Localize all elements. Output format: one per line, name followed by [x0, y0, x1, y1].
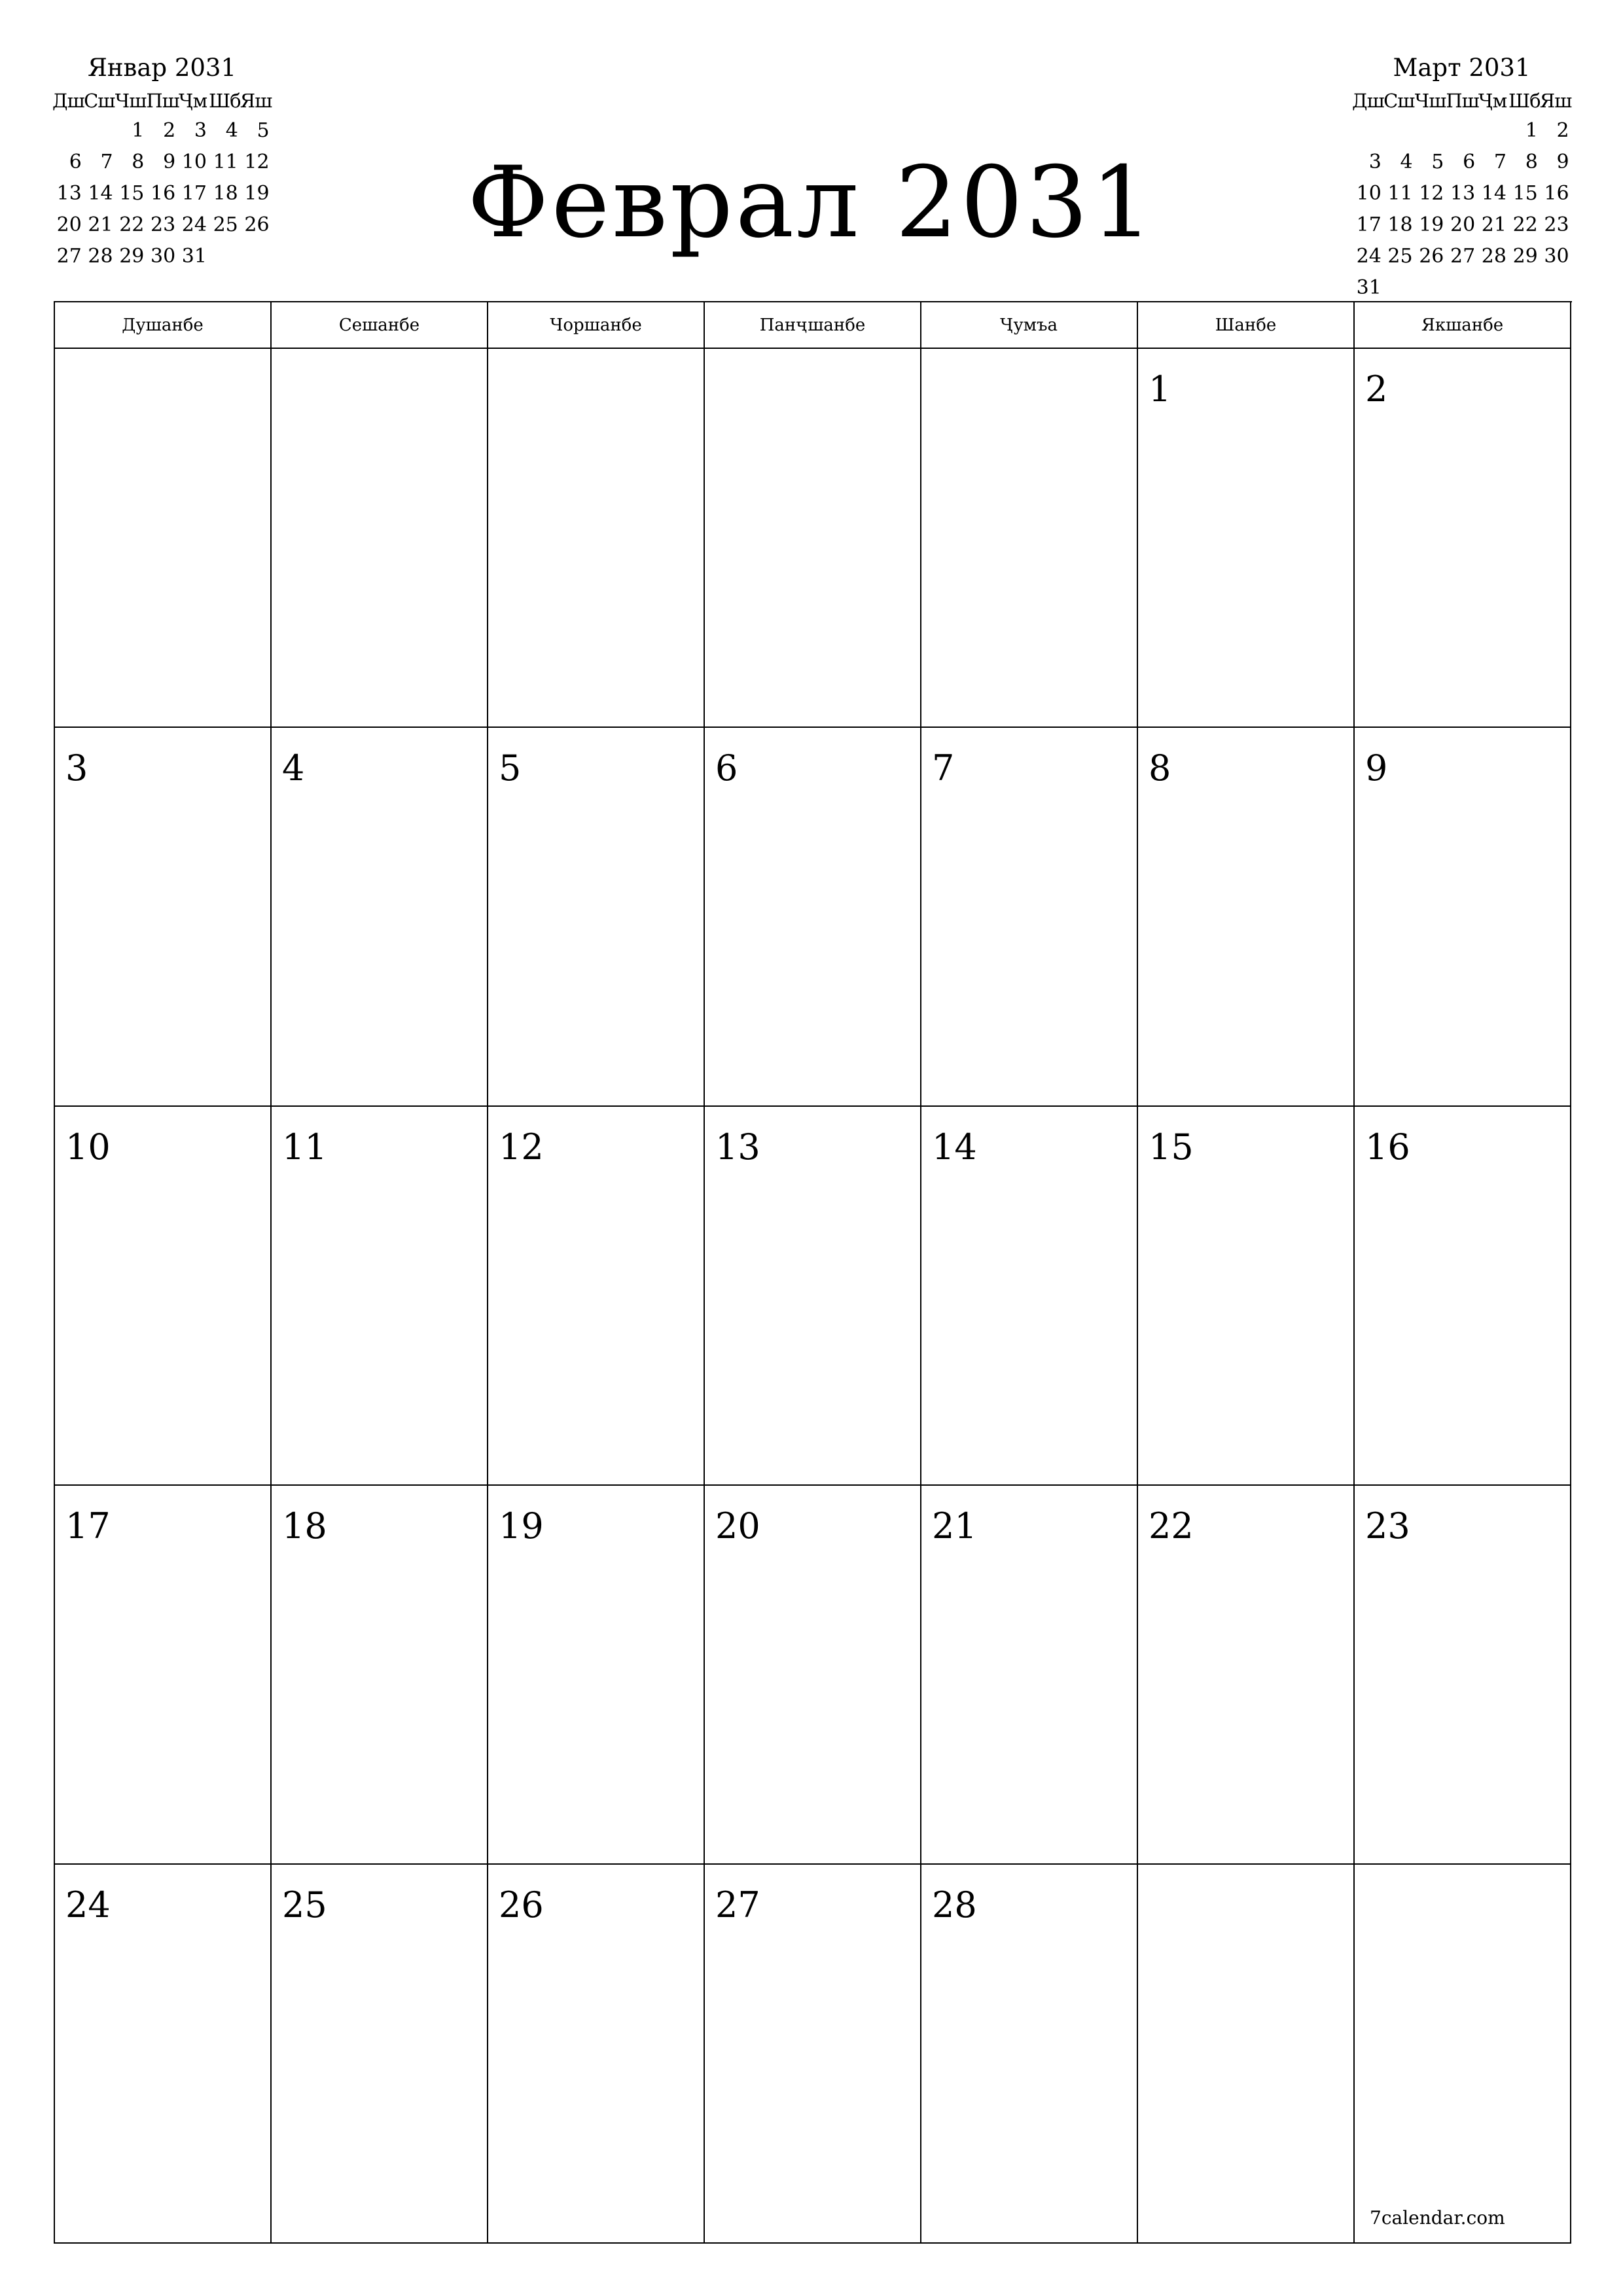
- day-cell[interactable]: [705, 1865, 921, 2244]
- mini-day-number: [1540, 272, 1571, 304]
- day-cell[interactable]: [705, 349, 921, 728]
- mini-day-number: [1352, 115, 1383, 147]
- mini-day-number: 15: [119, 182, 145, 205]
- mini-weekday-label: Дш: [52, 90, 84, 112]
- mini-day-number: 18: [213, 182, 238, 205]
- mini-day-number: 13: [56, 182, 82, 205]
- day-number: 28: [932, 1884, 977, 1926]
- mini-day-number: 4: [1400, 151, 1413, 173]
- mini-day-number: 10: [181, 151, 207, 173]
- day-number: 7: [932, 747, 955, 789]
- day-cell[interactable]: [705, 1107, 921, 1486]
- mini-weekday-label: Яш: [1539, 90, 1572, 112]
- mini-day-number: 8: [1525, 151, 1538, 173]
- mini-day-number: [1383, 272, 1415, 304]
- mini-day-number: [1446, 115, 1477, 147]
- mini-day-number: 31: [1356, 276, 1382, 299]
- day-cell[interactable]: [1355, 1865, 1571, 2244]
- mini-weekday-label: Ҷм: [179, 90, 207, 112]
- day-cell[interactable]: [488, 349, 705, 728]
- mini-day-number: 24: [1356, 245, 1382, 268]
- weekday-header: Панҷшанбе: [705, 302, 921, 349]
- mini-day-number: 22: [1512, 213, 1538, 236]
- day-cell[interactable]: [921, 349, 1138, 728]
- mini-day-number: 27: [56, 245, 82, 268]
- day-cell[interactable]: [1355, 1486, 1571, 1865]
- mini-weekday-label: Яш: [240, 90, 272, 112]
- mini-day-number: 19: [244, 182, 270, 205]
- mini-day-number: 7: [1493, 151, 1507, 173]
- day-number: 2: [1365, 368, 1388, 410]
- mini-day-number: 19: [1419, 213, 1444, 236]
- mini-day-number: 29: [1512, 245, 1538, 268]
- month-calendar-grid: [54, 301, 1572, 2244]
- day-cell[interactable]: [272, 728, 488, 1107]
- mini-calendar-grid: [1352, 86, 1571, 304]
- weekday-header: Шанбе: [1138, 302, 1355, 349]
- mini-day-number: 27: [1450, 245, 1476, 268]
- mini-day-number: 9: [163, 151, 176, 173]
- day-cell[interactable]: [1355, 728, 1571, 1107]
- mini-day-number: 26: [244, 213, 270, 236]
- mini-weekday-label: Пш: [1446, 90, 1479, 112]
- mini-day-number: 12: [1419, 182, 1444, 205]
- mini-day-number: [84, 115, 115, 147]
- day-cell[interactable]: [272, 1486, 488, 1865]
- mini-day-number: 2: [163, 119, 176, 142]
- day-cell[interactable]: [55, 728, 272, 1107]
- day-number: 5: [499, 747, 522, 789]
- mini-day-number: 25: [1387, 245, 1413, 268]
- mini-day-number: 31: [181, 245, 207, 268]
- mini-day-number: 11: [213, 151, 238, 173]
- day-number: 1: [1149, 368, 1171, 410]
- day-number: 17: [65, 1505, 111, 1547]
- mini-day-number: 30: [151, 245, 176, 268]
- mini-day-number: 26: [1419, 245, 1444, 268]
- mini-day-number: [1508, 272, 1540, 304]
- mini-weekday-label: Сш: [1383, 90, 1415, 112]
- mini-day-number: 3: [194, 119, 207, 142]
- mini-day-number: 9: [1556, 151, 1569, 173]
- weekday-header: Якшанбе: [1355, 302, 1571, 349]
- mini-day-number: 14: [88, 182, 113, 205]
- mini-day-number: 23: [1544, 213, 1569, 236]
- day-number: 16: [1365, 1126, 1410, 1168]
- mini-day-number: 8: [132, 151, 145, 173]
- mini-day-number: 6: [69, 151, 82, 173]
- page-title: Феврал 2031: [467, 146, 1156, 260]
- day-number: 10: [65, 1126, 111, 1168]
- day-cell[interactable]: [921, 1107, 1138, 1486]
- mini-day-number: 13: [1450, 182, 1476, 205]
- day-cell[interactable]: [1138, 349, 1355, 728]
- mini-day-number: 4: [225, 119, 238, 142]
- mini-day-number: 5: [257, 119, 270, 142]
- mini-weekday-label: Чш: [115, 90, 147, 112]
- day-cell[interactable]: [488, 1865, 705, 2244]
- mini-day-number: [1477, 272, 1508, 304]
- day-cell[interactable]: [55, 1486, 272, 1865]
- mini-day-number: [209, 241, 240, 272]
- weekday-header: Ҷумъа: [921, 302, 1138, 349]
- mini-day-number: [1383, 115, 1415, 147]
- day-number: 23: [1365, 1505, 1410, 1547]
- mini-day-number: 30: [1544, 245, 1569, 268]
- day-number: 22: [1149, 1505, 1194, 1547]
- mini-day-number: [1446, 272, 1477, 304]
- day-number: 3: [65, 747, 88, 789]
- mini-day-number: 6: [1463, 151, 1476, 173]
- mini-calendar-next-month: [1352, 50, 1571, 304]
- day-cell[interactable]: [1355, 349, 1571, 728]
- day-cell[interactable]: [705, 1486, 921, 1865]
- day-number: 25: [282, 1884, 327, 1926]
- day-cell[interactable]: [1138, 1107, 1355, 1486]
- day-number: 14: [932, 1126, 977, 1168]
- mini-day-number: 28: [1481, 245, 1507, 268]
- day-cell[interactable]: [1138, 728, 1355, 1107]
- day-cell[interactable]: [272, 1107, 488, 1486]
- mini-day-number: 20: [1450, 213, 1476, 236]
- day-cell[interactable]: [272, 349, 488, 728]
- mini-day-number: 5: [1431, 151, 1444, 173]
- day-number: 15: [1149, 1126, 1194, 1168]
- mini-day-number: 1: [132, 119, 145, 142]
- day-number: 24: [65, 1884, 111, 1926]
- mini-day-number: [1477, 115, 1508, 147]
- day-cell[interactable]: [272, 1865, 488, 2244]
- mini-weekday-label: Дш: [1352, 90, 1384, 112]
- mini-day-number: 12: [244, 151, 270, 173]
- day-number: 19: [499, 1505, 544, 1547]
- day-cell[interactable]: [921, 1865, 1138, 2244]
- mini-calendar-grid: [52, 86, 272, 272]
- mini-day-number: 28: [88, 245, 113, 268]
- day-number: 9: [1365, 747, 1388, 789]
- mini-day-number: 22: [119, 213, 145, 236]
- day-cell[interactable]: [705, 728, 921, 1107]
- mini-day-number: [1415, 272, 1446, 304]
- mini-day-number: 1: [1525, 119, 1538, 142]
- mini-day-number: 7: [100, 151, 113, 173]
- day-number: 6: [715, 747, 738, 789]
- day-cell[interactable]: [921, 1486, 1138, 1865]
- mini-day-number: 10: [1356, 182, 1382, 205]
- day-cell[interactable]: [488, 1486, 705, 1865]
- mini-weekday-label: Ҷм: [1478, 90, 1507, 112]
- mini-day-number: 23: [151, 213, 176, 236]
- day-number: 20: [715, 1505, 760, 1547]
- mini-day-number: 18: [1387, 213, 1413, 236]
- day-cell[interactable]: [1138, 1865, 1355, 2244]
- mini-calendar-previous-month: [52, 50, 272, 272]
- mini-weekday-label: Сш: [84, 90, 115, 112]
- day-cell[interactable]: [921, 728, 1138, 1107]
- weekday-header: Душанбе: [55, 302, 272, 349]
- day-number: 8: [1149, 747, 1171, 789]
- day-cell[interactable]: [488, 728, 705, 1107]
- mini-day-number: 24: [181, 213, 207, 236]
- mini-day-number: 17: [181, 182, 207, 205]
- mini-day-number: 29: [119, 245, 145, 268]
- day-number: 27: [715, 1884, 760, 1926]
- mini-weekday-label: Пш: [146, 90, 179, 112]
- mini-day-number: 17: [1356, 213, 1382, 236]
- day-cell[interactable]: [1138, 1486, 1355, 1865]
- day-number: 4: [282, 747, 305, 789]
- mini-weekday-label: Шб: [208, 90, 241, 112]
- day-cell[interactable]: [55, 349, 272, 728]
- day-number: 12: [499, 1126, 544, 1168]
- mini-day-number: 14: [1481, 182, 1507, 205]
- mini-day-number: 3: [1368, 151, 1382, 173]
- mini-weekday-label: Шб: [1508, 90, 1541, 112]
- mini-day-number: [1415, 115, 1446, 147]
- mini-day-number: 21: [88, 213, 113, 236]
- mini-day-number: 16: [1544, 182, 1569, 205]
- day-number: 11: [282, 1126, 327, 1168]
- mini-day-number: 21: [1481, 213, 1507, 236]
- mini-day-number: 16: [151, 182, 176, 205]
- weekday-header: Чоршанбе: [488, 302, 705, 349]
- day-cell[interactable]: [488, 1107, 705, 1486]
- day-cell[interactable]: [55, 1865, 272, 2244]
- day-cell[interactable]: [55, 1107, 272, 1486]
- mini-weekday-label: Чш: [1414, 90, 1446, 112]
- day-cell[interactable]: [1355, 1107, 1571, 1486]
- mini-calendar-title: Март 2031: [1393, 54, 1531, 82]
- website-credit[interactable]: 7calendar.com: [1370, 2207, 1505, 2229]
- weekday-header: Сешанбе: [272, 302, 488, 349]
- day-number: 26: [499, 1884, 544, 1926]
- day-number: 13: [715, 1126, 760, 1168]
- day-number: 18: [282, 1505, 327, 1547]
- mini-day-number: [52, 115, 84, 147]
- mini-day-number: [240, 241, 272, 272]
- mini-day-number: 20: [56, 213, 82, 236]
- day-number: 21: [932, 1505, 977, 1547]
- mini-day-number: 11: [1387, 182, 1413, 205]
- mini-day-number: 15: [1512, 182, 1538, 205]
- mini-calendar-title: Январ 2031: [87, 54, 237, 82]
- mini-day-number: 25: [213, 213, 238, 236]
- mini-day-number: 2: [1556, 119, 1569, 142]
